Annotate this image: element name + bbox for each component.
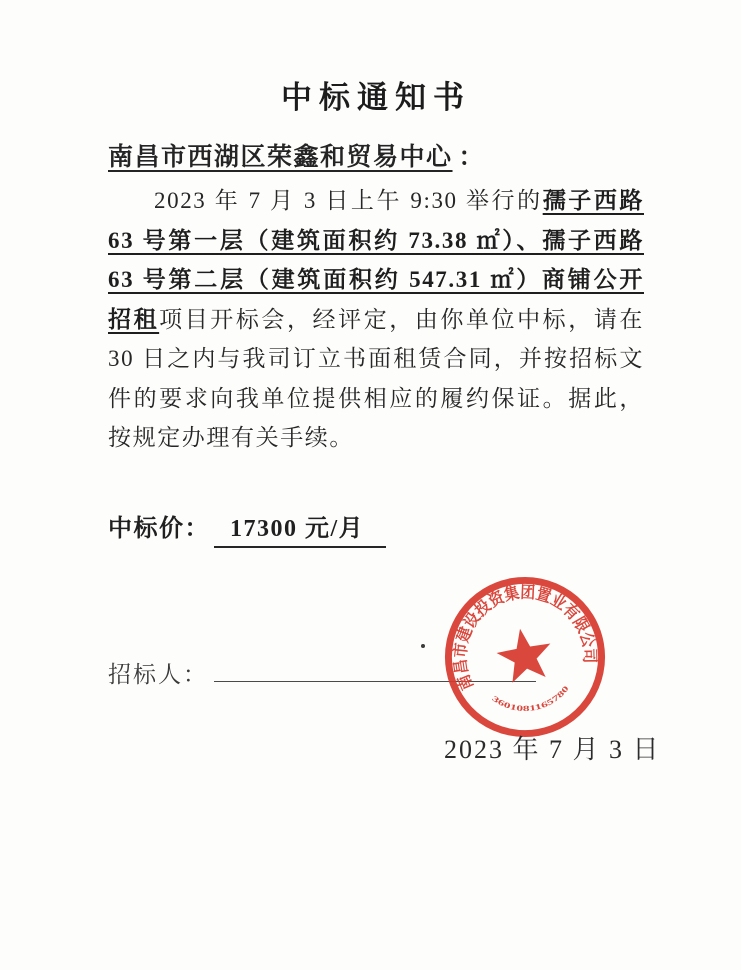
signature-line (214, 661, 536, 682)
addressee-name: 南昌市西湖区荣鑫和贸易中心 (108, 144, 453, 171)
tenderer-label: 招标人： (108, 661, 208, 687)
body-segment-property: 孺子西路 63 号第一层（建筑面积约 73.38 ㎡）、孺子西路 63 号第二层（建筑面积约 547.31 ㎡）商铺公开招租 (108, 188, 644, 332)
document-date: 2023 年 7 月 3 日 (444, 735, 661, 764)
body-segment-instructions: 项目开标会，经评定，由你单位中标，请在 30 日之内与我司订立书面租赁合同，并按招标文件的要求向我单位提供相应的履约保证。据此，按规定办理有关手续。 (108, 306, 644, 450)
document-content (108, 0, 644, 689)
tenderer-line (108, 656, 644, 689)
document-title: 中标通知书 (281, 80, 471, 115)
addressee-line (108, 137, 644, 173)
bid-price-value: 17300 元/月 (214, 508, 386, 548)
bid-price-line (108, 508, 644, 548)
body-paragraph (108, 181, 644, 458)
seal-company-name: 南昌市建设投资集团置业有限公司 (450, 582, 600, 693)
bid-price-label: 中标价： (108, 515, 210, 542)
seal-registration-number: 3601081165780 (490, 686, 569, 714)
scan-speck (421, 644, 425, 648)
addressee-colon: ： (458, 144, 486, 171)
body-segment-intro: 2023 年 7 月 3 日上午 9:30 举行的 (154, 188, 543, 213)
